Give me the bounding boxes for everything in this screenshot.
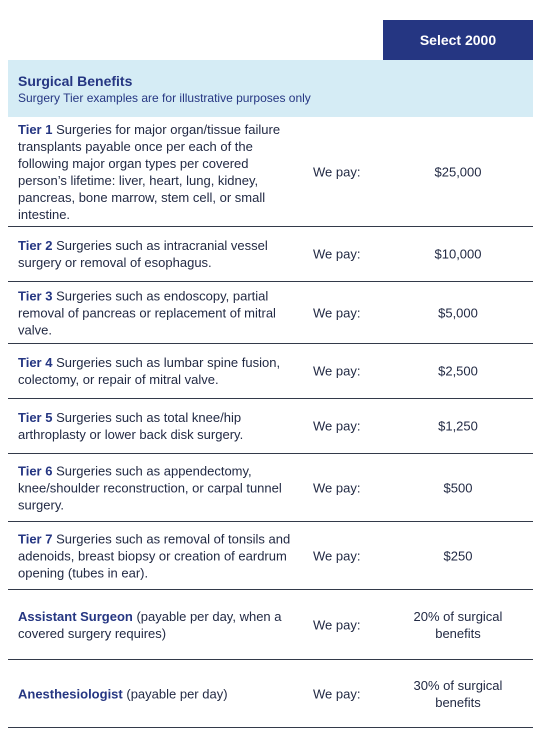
- row-text: (payable per day): [122, 686, 228, 701]
- row-description: [18, 287, 293, 338]
- pay-label: We pay:: [313, 305, 361, 320]
- section-title: Surgical Benefits: [18, 73, 133, 89]
- benefit-amount: $1,250: [438, 418, 478, 434]
- table-row-tier-7: [8, 522, 533, 590]
- row-text: (payable per day, when a covered surgery requires): [18, 608, 282, 641]
- benefit-amount: $250: [443, 548, 473, 563]
- pay-label: We pay:: [313, 246, 361, 262]
- row-text: Surgeries such as total knee/hip arthroplasty or lower back disk surgery.: [18, 410, 244, 442]
- benefit-amount: $2,500: [438, 363, 478, 379]
- benefit-amount: $500: [443, 480, 473, 495]
- row-description: [18, 608, 293, 642]
- row-label: Tier 7: [18, 531, 53, 546]
- table-row-tier-6: [8, 454, 533, 522]
- pay-label: We pay:: [313, 363, 361, 379]
- table-row-tier-1: [8, 117, 533, 227]
- row-label: Tier 2: [18, 238, 53, 253]
- row-description: [18, 237, 293, 271]
- table-row-assistant-surgeon: [8, 590, 533, 660]
- row-text: Surgeries for major organ/tissue failure transplants payable once per each of the following major organ types per covered person’s lifetime: liver, heart, lung, kidney, pancreas, bone marrow, stem cell, or small intestine.: [18, 121, 281, 222]
- row-label: Tier 3: [18, 288, 53, 303]
- table-row-tier-5: [8, 399, 533, 454]
- pay-label: We pay:: [313, 164, 361, 179]
- row-label: Assistant Surgeon: [18, 608, 133, 624]
- benefit-amount: $10,000: [434, 246, 482, 262]
- table-row-anesthesiologist: [8, 660, 533, 728]
- row-label: Tier 5: [18, 410, 53, 425]
- row-description: [18, 530, 293, 581]
- row-text: Surgeries such as removal of tonsils and adenoids, breast biopsy or creation of eardrum opening (tubes in ear).: [18, 531, 291, 580]
- pay-label: We pay:: [313, 548, 361, 563]
- row-label: Tier 4: [18, 355, 53, 370]
- row-text: Surgeries such as lumbar spine fusion, colectomy, or repair of mitral valve.: [18, 355, 281, 387]
- row-description: [18, 354, 293, 388]
- row-description: [18, 409, 293, 443]
- table-row-tier-3: [8, 282, 533, 344]
- pay-label: We pay:: [313, 617, 361, 632]
- row-label: Tier 6: [18, 463, 53, 478]
- benefit-amount: 20% of surgical benefits: [413, 608, 503, 641]
- row-text: Surgeries such as appendectomy, knee/shoulder reconstruction, or carpal tunnel surgery.: [18, 463, 282, 512]
- plan-column-header: Select 2000: [383, 20, 533, 60]
- benefit-amount: $25,000: [434, 164, 482, 179]
- row-description: [18, 121, 293, 223]
- table-row-tier-4: [8, 344, 533, 399]
- benefit-amount: $5,000: [438, 305, 478, 320]
- row-label: Tier 1: [18, 121, 53, 137]
- table-row-tier-2: [8, 227, 533, 282]
- row-text: Surgeries such as intracranial vessel surgery or removal of esophagus.: [18, 238, 268, 270]
- benefit-amount: 30% of surgical benefits: [413, 677, 503, 710]
- row-description: [18, 685, 293, 702]
- row-label: Anesthesiologist: [18, 686, 123, 701]
- pay-label: We pay:: [313, 418, 361, 434]
- row-text: Surgeries such as endoscopy, partial removal of pancreas or replacement of mitral valve.: [18, 288, 276, 337]
- section-header: [8, 60, 533, 117]
- pay-label: We pay:: [313, 686, 361, 701]
- row-description: [18, 462, 293, 513]
- pay-label: We pay:: [313, 480, 361, 495]
- section-subtitle: Surgery Tier examples are for illustrative purposes only: [18, 91, 311, 105]
